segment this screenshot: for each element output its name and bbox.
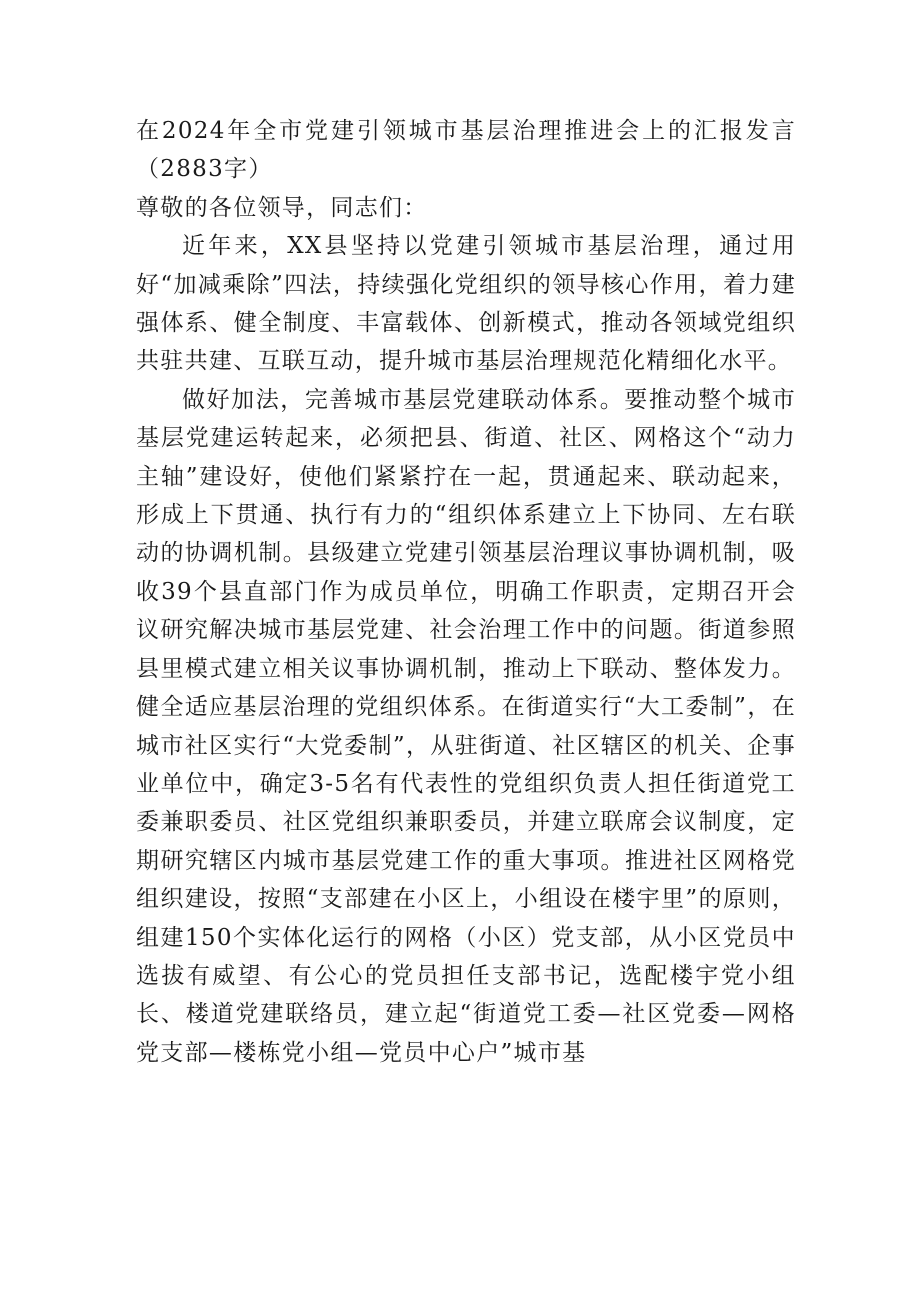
document-body bbox=[136, 112, 796, 1072]
paragraph-intro: 近年来，XX县坚持以党建引领城市基层治理，通过用好“加减乘除”四法，持续强化党组织的领导核心作用，着力建强体系、健全制度、丰富载体、创新模式，推动各领域党组织共驻共建、互联互动，提升城市基层治理规范化精细化水平。 bbox=[136, 233, 796, 375]
paragraph-addition: 做好加法，完善城市基层党建联动体系。要推动整个城市基层党建运转起来，必须把县、街道、社区、网格这个“动力主轴”建设好，使他们紧紧拧在一起，贯通起来、联动起来，形成上下贯通、执行有力的“组织体系建立上下协同、左右联动的协调机制。县级建立党建引领基层治理议事协调机制，吸收39个县直部门作为成员单位，明确工作职责，定期召开会议研究解决城市基层党建、社会治理工作中的问题。街道参照县里模式建立相关议事协调机制，推动上下联动、整体发力。健全适应基层治理的党组织体系。在街道实行“大工委制”，在城市社区实行“大党委制”，从驻街道、社区辖区的机关、企事业单位中，确定3-5名有代表性的党组织负责人担任街道党工委兼职委员、社区党组织兼职委员，并建立联席会议制度，定期研究辖区内城市基层党建工作的重大事项。推进社区网格党组织建设，按照“支部建在小区上，小组设在楼宇里”的原则，组建150个实体化运行的网格（小区）党支部，从小区党员中选拔有威望、有公心的党员担任支部书记，选配楼宇党小组长、楼道党建联络员，建立起“街道党工委—社区党委—网格党支部—楼栋党小组—党员中心户”城市基 bbox=[136, 386, 796, 1066]
salutation: 尊敬的各位领导，同志们： bbox=[136, 194, 428, 221]
document-title: 在2024年全市党建引领城市基层治理推进会上的汇报发言（2883字） bbox=[136, 118, 796, 183]
